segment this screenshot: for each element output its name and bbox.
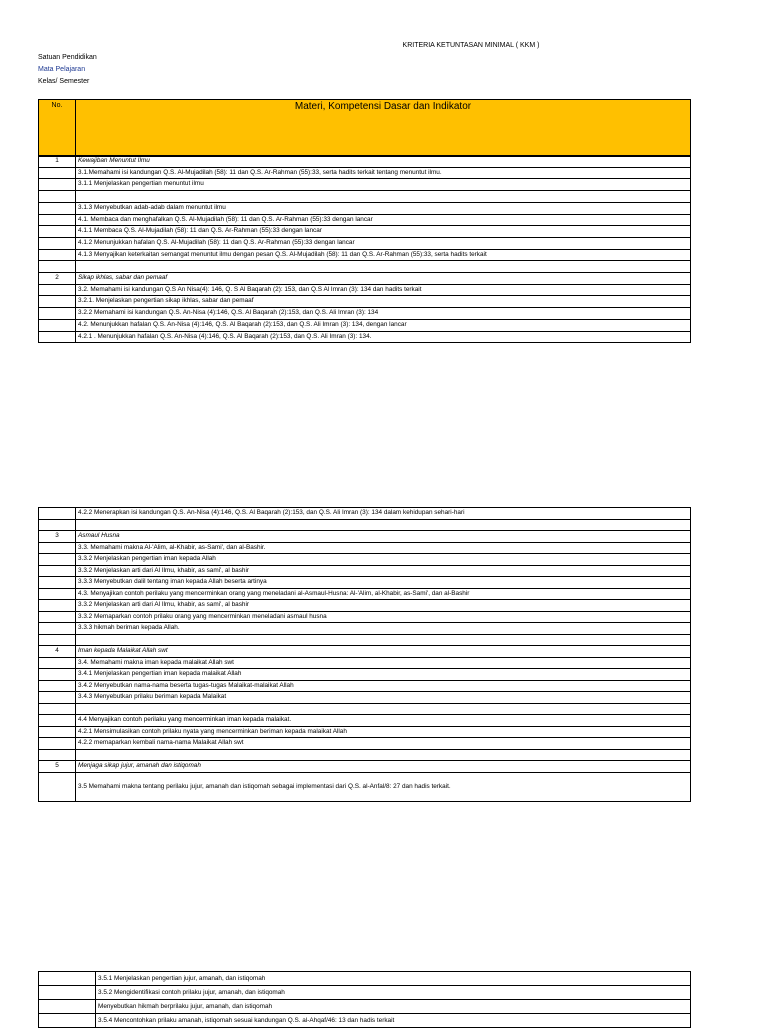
table-row (39, 772, 691, 801)
row-number (39, 191, 76, 203)
row-number: 5 (39, 761, 76, 773)
table-row (39, 296, 691, 308)
row-text: 4.4 Menyajikan contoh perilaku yang mencerminkan iman kepada malaikat. (76, 715, 691, 727)
kkm-table-part-2 (38, 507, 691, 802)
table-row (39, 1000, 691, 1014)
row-text (76, 634, 691, 646)
row-text: 3.3. Memahami makna Al-'Alim, al-Khabir, as-Sami', dan al-Bashir. (76, 542, 691, 554)
row-text: 4.2.2 memaparkan kembali nama-nama Malaikat Allah swt (76, 738, 691, 750)
row-number (39, 1014, 96, 1028)
row-number (39, 986, 96, 1000)
row-text: 4.2.1 . Menunjukkan hafalan Q.S. An-Nisa (4):146, Q.S. Al Baqarah (2):153, dan Q.S. Ali Imran (3): 134. (76, 331, 691, 343)
row-text: 3.1.Memahami isi kandungan Q.S. Al-Mujadilah (58): 11 dan Q.S. Ar-Rahman (55):33, serta hadits terkait tentang menuntut ilmu. (76, 167, 691, 179)
row-number (39, 669, 76, 681)
table-row (39, 284, 691, 296)
row-text: 4.3. Menyajikan contoh perilaku yang mencerminkan orang yang meneladani al-Asmaul-Husna: Al-'Alim, al-Khabir, as-Sami', dan al-Bashir (76, 588, 691, 600)
table-row (39, 1014, 691, 1028)
row-text: Asmaul Husna (76, 531, 691, 543)
kkm-header-table (38, 99, 691, 157)
row-text: 4.2.1 Mensimulasikan contoh prilaku nyata yang mencerminkan beriman kepada malaikat Allah (76, 726, 691, 738)
row-text: 3.1.1 Menjelaskan pengertian menuntut ilmu (76, 179, 691, 191)
mata-pelajaran-label: Mata Pelajaran (38, 66, 86, 73)
table-row (39, 600, 691, 612)
table-row (39, 202, 691, 214)
row-text: 3.4.1 Menjelaskan pengertian iman kepada malaikat Allah (76, 669, 691, 681)
table-row (39, 588, 691, 600)
row-text: 3.5.2 Mengidentifikasi contoh prilaku jujur, amanah, dan istiqomah (96, 986, 691, 1000)
row-text: 4.2. Menunjukkan hafalan Q.S. An-Nisa (4):146, Q.S. Al Baqarah (2):153, dan Q.S. Ali Imran (3): 134, dengan lancar (76, 319, 691, 331)
row-text (76, 703, 691, 715)
row-number (39, 772, 76, 801)
table-row (39, 634, 691, 646)
header-no: No. (39, 100, 76, 157)
row-number (39, 308, 76, 320)
row-text: Iman kepada Malaikat Allah swt (76, 646, 691, 658)
row-number (39, 565, 76, 577)
table-row (39, 308, 691, 320)
row-text: 3.2.1. Menjelaskan pengertian sikap ikhlas, sabar dan pemaaf (76, 296, 691, 308)
row-number (39, 634, 76, 646)
table-row (39, 214, 691, 226)
row-number (39, 508, 76, 520)
row-text: 3.4.2 Menyebutkan nama-nama beserta tugas-tugas Malaikat-malaikat Allah (76, 680, 691, 692)
row-number (39, 202, 76, 214)
row-text: 3.5.1 Menjelaskan pengertian jujur, amanah, dan istiqomah (96, 972, 691, 986)
row-number (39, 715, 76, 727)
row-text (76, 261, 691, 273)
row-text (76, 191, 691, 203)
row-number (39, 692, 76, 704)
table-row (39, 508, 691, 520)
table-row (39, 531, 691, 543)
row-text: 3.5 Memahami makna tentang perilaku jujur, amanah dan istiqomah sebagai implementasi dari Q.S. al-Anfal/8: 27 dan hadis terkait. (76, 772, 691, 801)
row-text: 3.3.2 Menjelaskan pengertian iman kepada Allah (76, 554, 691, 566)
row-text (76, 519, 691, 531)
row-number (39, 680, 76, 692)
row-text: Kewajiban Menuntut Ilmu (76, 156, 691, 168)
row-number: 4 (39, 646, 76, 658)
row-number (39, 296, 76, 308)
table-row (39, 156, 691, 168)
row-text: Menyebutkan hikmah berprilaku jujur, amanah, dan istiqomah (96, 1000, 691, 1014)
row-number (39, 726, 76, 738)
row-text: 3.1.3 Menyebutkan adab-adab dalam menuntut ilmu (76, 202, 691, 214)
document-title: KRITERIA KETUNTASAN MINIMAL ( KKM ) (402, 42, 540, 49)
row-number (39, 577, 76, 589)
row-text: 3.2.2 Memahami isi kandungan Q.S. An-Nisa (4):146, Q.S. Al Baqarah (2):153, dan Q.S. Ali Imran (3): 134 (76, 308, 691, 320)
table-row (39, 577, 691, 589)
table-row (39, 715, 691, 727)
table-row (39, 261, 691, 273)
row-number (39, 611, 76, 623)
table-row (39, 554, 691, 566)
table-row (39, 237, 691, 249)
row-number (39, 261, 76, 273)
row-text: 4.1.1 Membaca Q.S. Al-Mujadilah (58): 11 dan Q.S. Ar-Rahman (55):33 dengan lancar (76, 226, 691, 238)
row-text: 4.1.3 Menyajikan keterkaitan semangat menuntut ilmu dengan pesan Q.S. Al-Mujadilah (58): 11 dan Q.S. Ar-Rahman (55):33, serta hadits terkait (76, 249, 691, 261)
table-row (39, 273, 691, 285)
row-number (39, 284, 76, 296)
row-text: 3.3.2 Menjelaskan arti dari Al Ilmu, khabir, as sami', al bashir (76, 600, 691, 612)
row-number (39, 237, 76, 249)
row-text: 4.1.2 Menunjukkan hafalan Q.S. Al-Mujadilah (58): 11 dan Q.S. Ar-Rahman (55):33 dengan lancar (76, 237, 691, 249)
row-number (39, 600, 76, 612)
row-text: 3.3.2 Menjelaskan arti dari Al Ilmu, khabir, as sami', al bashir (76, 565, 691, 577)
row-number (39, 331, 76, 343)
row-number (39, 167, 76, 179)
row-number (39, 554, 76, 566)
table-row (39, 692, 691, 704)
row-text: 3.3.2 Memaparkan contoh prilaku orang yang mencerminkan meneladani asmaul husna (76, 611, 691, 623)
row-number (39, 738, 76, 750)
row-text: Sikap ikhlas, sabar dan pemaaf (76, 273, 691, 285)
row-number (39, 657, 76, 669)
row-number: 3 (39, 531, 76, 543)
table-row (39, 179, 691, 191)
table-row (39, 191, 691, 203)
table-row (39, 249, 691, 261)
table-row (39, 319, 691, 331)
table-row (39, 726, 691, 738)
table-row (39, 331, 691, 343)
table-row (39, 761, 691, 773)
table-row (39, 226, 691, 238)
table-row (39, 972, 691, 986)
row-number (39, 703, 76, 715)
row-text: Menjaga sikap jujur, amanah dan istiqomah (76, 761, 691, 773)
kkm-table-part-3 (38, 971, 691, 1028)
table-row (39, 611, 691, 623)
row-text: 3.4. Memahami makna iman kepada malaikat Allah swt (76, 657, 691, 669)
table-row (39, 167, 691, 179)
row-number (39, 249, 76, 261)
kkm-table-part-1 (38, 155, 691, 343)
row-text: 4.2.2 Menerapkan isi kandungan Q.S. An-Nisa (4):146, Q.S. Al Baqarah (2):153, dan Q.S. Ali Imran (3): 134 dalam kehidupan sehari-hari (76, 508, 691, 520)
table-row (39, 542, 691, 554)
row-number (39, 226, 76, 238)
table-row (39, 646, 691, 658)
row-number (39, 588, 76, 600)
kelas-semester-label: Kelas/ Semester (38, 78, 90, 85)
table-row (39, 623, 691, 635)
row-text: 4.1. Membaca dan menghafalkan Q.S. Al-Mujadilah (58): 11 dan Q.S. Ar-Rahman (55):33 dengan lancar (76, 214, 691, 226)
row-text: 3.4.3 Menyebutkan prilaku beriman kepada Malaikat (76, 692, 691, 704)
row-number (39, 214, 76, 226)
table-row (39, 738, 691, 750)
table-row (39, 657, 691, 669)
table-row (39, 519, 691, 531)
table-row (39, 565, 691, 577)
satuan-pendidikan-label: Satuan Pendidikan (38, 54, 97, 61)
row-number (39, 319, 76, 331)
row-number (39, 519, 76, 531)
table-row (39, 703, 691, 715)
row-text: 3.3.3 hikmah beriman kepada Allah. (76, 623, 691, 635)
table-row (39, 986, 691, 1000)
row-number (39, 1000, 96, 1014)
row-text: 3.3.3 Menyebutkan dalil tentang iman kepada Allah beserta artinya (76, 577, 691, 589)
row-number: 1 (39, 156, 76, 168)
row-number (39, 542, 76, 554)
row-number: 2 (39, 273, 76, 285)
table-row (39, 680, 691, 692)
row-number (39, 972, 96, 986)
table-row (39, 669, 691, 681)
row-number (39, 179, 76, 191)
header-materi: Materi, Kompetensi Dasar dan Indikator (76, 100, 691, 157)
row-text: 3.5.4 Mencontohkan prilaku amanah, istiqomah sesuai kandungan Q.S. al-Ahqaf/46: 13 dan hadis terkait (96, 1014, 691, 1028)
row-text: 3.2. Memahami isi kandungan Q.S An Nisa(4): 146, Q. S Al Baqarah (2): 153, dan Q.S Al Imran (3): 134 dan hadits terkait (76, 284, 691, 296)
row-number (39, 623, 76, 635)
row-number (39, 749, 76, 761)
table-row (39, 749, 691, 761)
row-text (76, 749, 691, 761)
